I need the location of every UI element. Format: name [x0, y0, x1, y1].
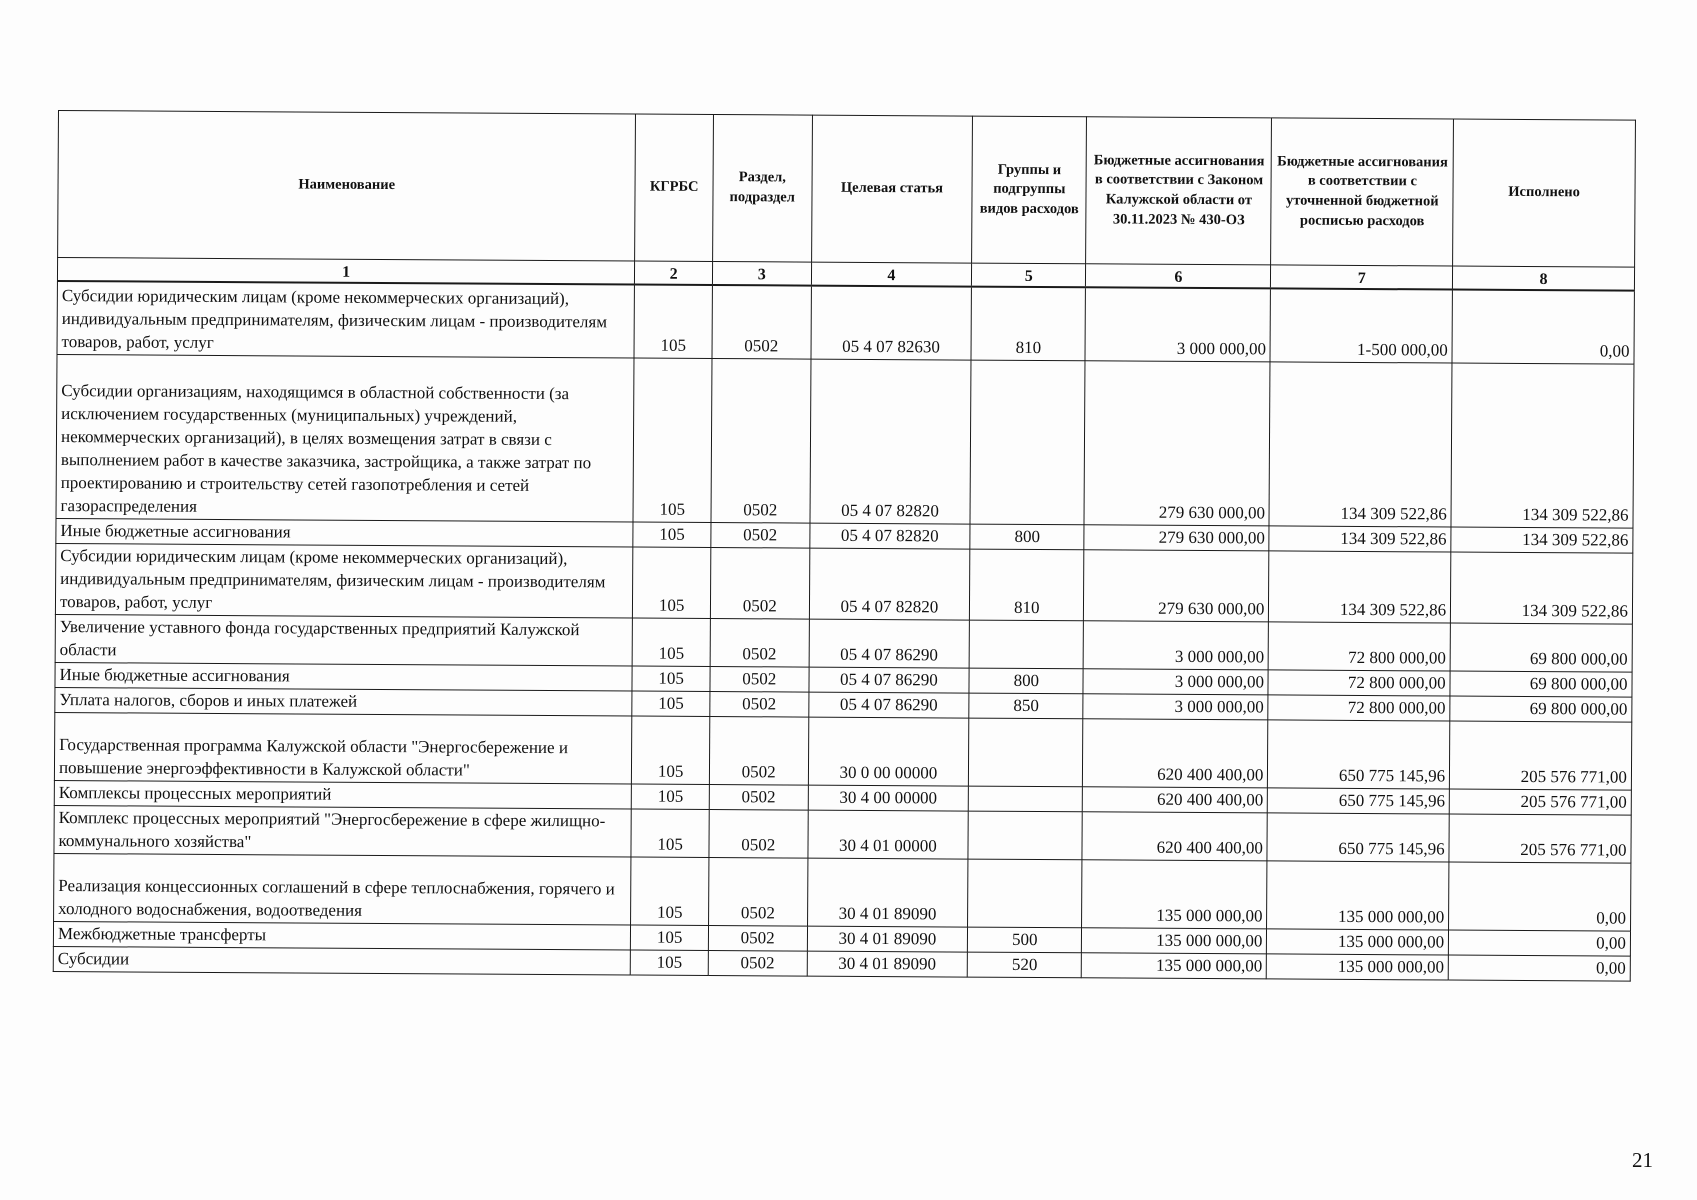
header-section: Раздел, подраздел: [713, 115, 813, 263]
cell-name: Иные бюджетные ассигнования: [56, 518, 634, 547]
cell-law-amount: 3 000 000,00: [1083, 620, 1268, 669]
cell-section: 0502: [710, 547, 809, 619]
cell-kgrbs: 105: [631, 857, 709, 925]
header-expense-groups: Группы и подгруппы видов расходов: [972, 116, 1087, 264]
cell-refined-amount: 72 800 000,00: [1268, 694, 1450, 720]
column-number: 3: [712, 262, 811, 286]
cell-refined-amount: 72 800 000,00: [1269, 621, 1451, 670]
cell-refined-amount: 135 000 000,00: [1267, 928, 1449, 954]
cell-refined-amount: 135 000 000,00: [1267, 953, 1449, 979]
cell-expense-group: [969, 718, 1084, 787]
cell-kgrbs: 105: [631, 950, 709, 975]
cell-refined-amount: 135 000 000,00: [1267, 860, 1449, 929]
cell-executed-amount: 205 576 771,00: [1449, 789, 1631, 815]
cell-section: 0502: [708, 950, 807, 976]
cell-law-amount: 279 630 000,00: [1084, 524, 1269, 550]
cell-target-article: 05 4 07 82820: [809, 548, 970, 620]
cell-executed-amount: 134 309 522,86: [1451, 363, 1634, 528]
cell-name: Увеличение уставного фонда государственных предприятий Калужской области: [55, 614, 633, 666]
cell-law-amount: 3 000 000,00: [1083, 693, 1268, 719]
cell-name: Межбюджетные трансферты: [53, 921, 631, 950]
header-name: Наименование: [58, 111, 636, 262]
cell-executed-amount: 0,00: [1449, 862, 1631, 931]
budget-table: [53, 110, 1636, 981]
cell-section: 0502: [710, 666, 809, 692]
cell-expense-group: [970, 360, 1085, 525]
cell-section: 0502: [710, 691, 809, 717]
cell-refined-amount: 134 309 522,86: [1269, 361, 1452, 526]
cell-kgrbs: 105: [632, 691, 710, 716]
cell-executed-amount: 205 576 771,00: [1450, 721, 1632, 790]
table-row: [54, 853, 1631, 931]
cell-name: Субсидии юридическим лицам (кроме некоммерческих организаций), индивидуальным предпринимателям, физическим лицам - производителям товаров, работ, услуг: [57, 281, 635, 358]
table-row: [55, 543, 1632, 624]
cell-refined-amount: 650 775 145,96: [1268, 719, 1450, 788]
cell-name: Комплексы процессных мероприятий: [54, 780, 632, 809]
cell-law-amount: 3 000 000,00: [1083, 668, 1268, 694]
cell-executed-amount: 205 576 771,00: [1449, 814, 1631, 863]
cell-expense-group: [968, 811, 1082, 860]
cell-name: Комплекс процессных мероприятий "Энергосбережение в сфере жилищно-коммунального хозяйства": [54, 805, 632, 857]
cell-target-article: 30 0 00 00000: [808, 717, 969, 786]
cell-kgrbs: 105: [633, 522, 711, 547]
cell-executed-amount: 134 309 522,86: [1451, 527, 1633, 553]
cell-executed-amount: 69 800 000,00: [1450, 696, 1632, 722]
cell-kgrbs: 105: [633, 358, 712, 522]
cell-law-amount: 279 630 000,00: [1084, 549, 1269, 621]
cell-section: 0502: [709, 809, 808, 858]
cell-target-article: 05 4 07 82630: [811, 286, 972, 360]
header-target-article: Целевая статья: [811, 115, 973, 263]
cell-kgrbs: 105: [632, 618, 710, 666]
cell-name: Реализация концессионных соглашений в сфере теплоснабжения, горячего и холодного водоснабжения, водоотведения: [54, 853, 632, 925]
cell-refined-amount: 134 309 522,86: [1269, 550, 1451, 622]
cell-target-article: 30 4 01 89090: [807, 951, 968, 977]
cell-expense-group: 520: [967, 952, 1081, 978]
cell-target-article: 30 4 01 89090: [807, 858, 968, 927]
cell-section: 0502: [708, 925, 807, 951]
cell-law-amount: 135 000 000,00: [1082, 927, 1267, 953]
cell-refined-amount: 650 775 145,96: [1267, 812, 1449, 861]
cell-name: Государственная программа Калужской области "Энергосбережение и повышение энергоэффективности в Калужской области": [54, 712, 632, 784]
cell-kgrbs: 105: [634, 285, 712, 358]
table-row: [57, 281, 1634, 364]
cell-refined-amount: 134 309 522,86: [1269, 525, 1451, 551]
cell-law-amount: 3 000 000,00: [1085, 287, 1271, 361]
cell-expense-group: [968, 786, 1082, 812]
header-refined-appropriations: Бюджетные ассигнования в соответствии с уточненной бюджетной росписью расходов: [1271, 118, 1454, 266]
cell-name: Субсидии организациям, находящимся в областной собственности (за исключением государственных (муниципальных) учреждений, некоммерческих организаций), в целях возмещения затрат в связи с выполнением работ в качестве заказчика, застройщика, а также затрат по проектированию и строительству сетей газопотребления и сетей газораспределения: [56, 354, 634, 522]
cell-kgrbs: 105: [632, 784, 710, 809]
cell-refined-amount: 72 800 000,00: [1268, 669, 1450, 695]
column-number: 2: [635, 261, 713, 285]
cell-executed-amount: 0,00: [1452, 290, 1634, 364]
column-number: 5: [972, 263, 1086, 287]
cell-name: Уплата налогов, сборов и иных платежей: [55, 687, 633, 716]
header-law-appropriations: Бюджетные ассигнования в соответствии с Законом Калужской области от 30.11.2023 № 430-ОЗ: [1086, 117, 1272, 265]
cell-section: 0502: [711, 358, 811, 523]
cell-expense-group: 800: [969, 668, 1083, 694]
cell-name: Субсидии: [53, 946, 631, 975]
cell-target-article: 05 4 07 82820: [809, 523, 970, 549]
table-row: [56, 354, 1634, 528]
cell-law-amount: 620 400 400,00: [1082, 811, 1267, 860]
cell-target-article: 30 4 00 00000: [808, 785, 969, 811]
table-row: [54, 712, 1631, 790]
cell-law-amount: 620 400 400,00: [1083, 718, 1268, 787]
cell-name: Субсидии юридическим лицам (кроме некоммерческих организаций), индивидуальным предпринимателям, физическим лицам - производителям товаров, работ, услуг: [55, 543, 633, 618]
cell-kgrbs: 105: [633, 547, 711, 618]
cell-expense-group: 500: [968, 927, 1082, 953]
cell-section: 0502: [708, 857, 807, 926]
header-kgrbs: КГРБС: [635, 114, 713, 261]
cell-name: Иные бюджетные ассигнования: [55, 662, 633, 691]
page-number: 21: [1632, 1148, 1653, 1172]
column-number: 1: [57, 258, 635, 285]
cell-expense-group: 850: [969, 693, 1083, 719]
cell-refined-amount: 1-500 000,00: [1270, 288, 1452, 362]
cell-refined-amount: 650 775 145,96: [1268, 787, 1450, 813]
cell-section: 0502: [709, 716, 808, 785]
cell-executed-amount: 69 800 000,00: [1450, 623, 1632, 672]
cell-law-amount: 135 000 000,00: [1082, 859, 1267, 928]
cell-executed-amount: 134 309 522,86: [1451, 552, 1633, 624]
cell-law-amount: 279 630 000,00: [1084, 360, 1270, 525]
cell-target-article: 05 4 07 86290: [808, 692, 969, 718]
cell-kgrbs: 105: [632, 716, 710, 784]
column-number: 4: [811, 262, 972, 286]
table-body: [53, 281, 1634, 981]
header-executed: Исполнено: [1453, 119, 1636, 267]
cell-target-article: 30 4 01 89090: [807, 926, 968, 952]
column-number: 6: [1086, 264, 1271, 289]
cell-expense-group: [968, 859, 1083, 928]
cell-section: 0502: [712, 285, 811, 359]
cell-kgrbs: 105: [631, 925, 709, 950]
cell-executed-amount: 0,00: [1449, 930, 1631, 956]
cell-target-article: 05 4 07 82820: [810, 359, 972, 524]
cell-executed-amount: 69 800 000,00: [1450, 671, 1632, 697]
cell-expense-group: 810: [971, 287, 1086, 361]
cell-law-amount: 620 400 400,00: [1083, 786, 1268, 812]
cell-target-article: 30 4 01 00000: [808, 810, 969, 859]
column-number: 7: [1271, 265, 1453, 290]
cell-section: 0502: [710, 618, 809, 667]
cell-target-article: 05 4 07 86290: [809, 619, 970, 668]
cell-target-article: 05 4 07 86290: [809, 667, 970, 693]
cell-section: 0502: [709, 784, 808, 810]
table-header-row: [58, 111, 1636, 268]
cell-expense-group: 800: [970, 524, 1084, 550]
cell-kgrbs: 105: [631, 809, 709, 857]
column-number: 8: [1453, 266, 1635, 291]
cell-section: 0502: [711, 522, 810, 548]
cell-kgrbs: 105: [632, 666, 710, 691]
cell-law-amount: 135 000 000,00: [1082, 952, 1267, 978]
cell-expense-group: [969, 620, 1083, 669]
cell-executed-amount: 0,00: [1448, 955, 1630, 981]
cell-expense-group: 810: [970, 549, 1085, 621]
